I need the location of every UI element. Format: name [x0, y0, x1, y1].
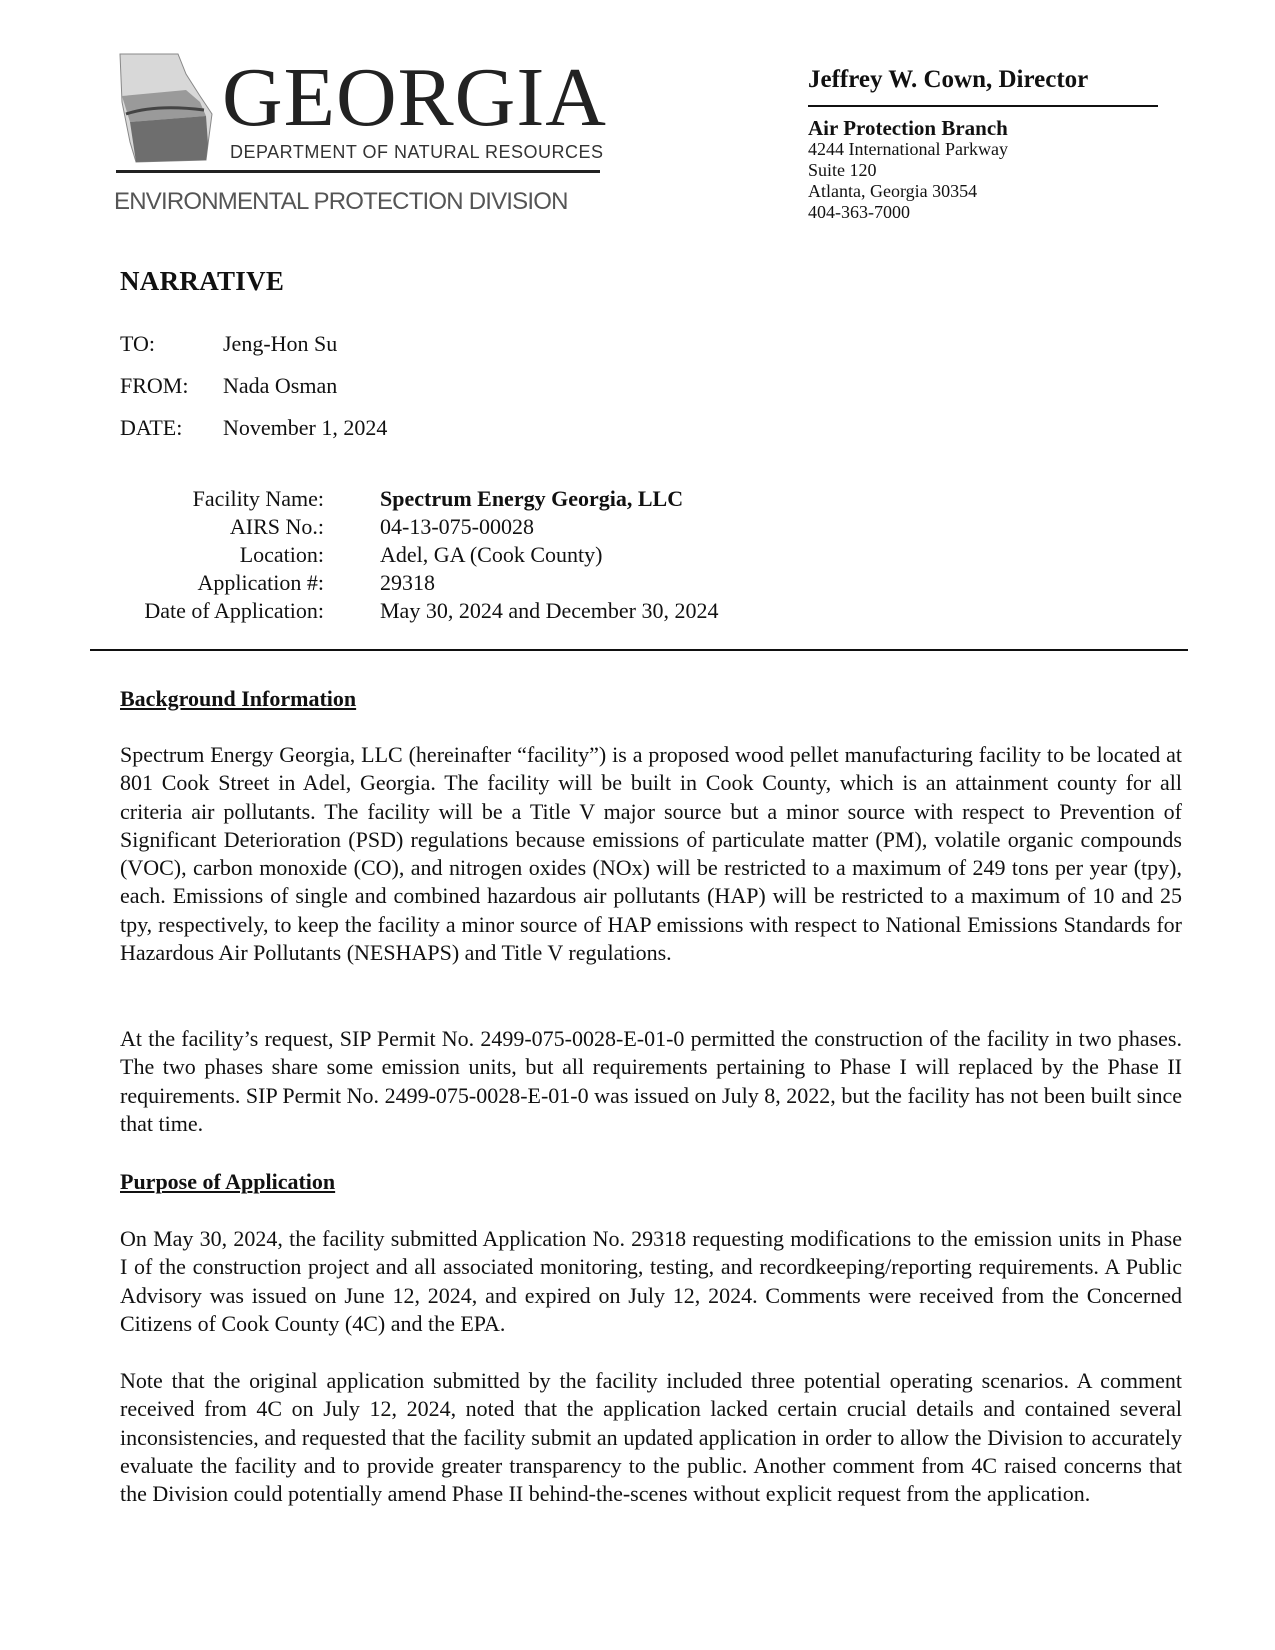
facility-values: [380, 485, 880, 630]
purpose-paragraph-1: On May 30, 2024, the facility submitted Application No. 29318 requesting modifications to the emission units in Phase I of the construction project and all associated monitoring, testing, and recordkeeping/reporting requirements. A Public Advisory was issued on June 12, 2024, and expired on July 12, 2024. Comments were received from the Concerned Citizens of Cook County (4C) and the EPA.: [120, 1226, 1182, 1336]
airs-value: 04-13-075-00028: [380, 514, 534, 539]
facility-labels: [118, 485, 324, 630]
application-date-label: Date of Application:: [144, 598, 324, 623]
facility-name-value: Spectrum Energy Georgia, LLC: [380, 486, 684, 511]
location-label: Location:: [239, 542, 324, 567]
memo-from-label: FROM:: [120, 373, 189, 398]
director-name: Jeffrey W. Cown, Director: [808, 66, 1089, 93]
airs-label: AIRS No.:: [229, 514, 324, 539]
phone-number: 404-363-7000: [808, 202, 910, 222]
address-line-2: Suite 120: [808, 160, 877, 180]
background-heading: Background Information: [120, 686, 357, 711]
address-line-1: 4244 International Parkway: [808, 139, 1008, 159]
memo-from-value: Nada Osman: [223, 373, 338, 398]
logo-department: DEPARTMENT OF NATURAL RESOURCES: [230, 142, 604, 162]
memo-to-value: Jeng-Hon Su: [223, 331, 338, 356]
location-value: Adel, GA (Cook County): [380, 542, 603, 567]
branch-name: Air Protection Branch: [808, 116, 1008, 140]
background-paragraph-1: Spectrum Energy Georgia, LLC (hereinafter “facility”) is a proposed wood pellet manufacturing facility to be located at 801 Cook Street in Adel, Georgia. The facility will be built in Cook County, which is an attainment county for all criteria air pollutants. The facility will be a Title V major source but a minor source with respect to Prevention of Significant Deterioration (PSD) regulations because emissions of particulate matter (PM), volatile organic compounds (VOC), carbon monoxide (CO), and nitrogen oxides (NOx) will be restricted to a maximum of 249 tons per year (tpy), each. Emissions of single and combined hazardous air pollutants (HAP) will be restricted to a maximum of 10 and 25 tpy, respectively, to keep the facility a minor source of HAP emissions with respect to National Emissions Standards for Hazardous Air Pollutants (NESHAPS) and Title V regulations.: [120, 742, 1182, 966]
purpose-heading: Purpose of Application: [120, 1169, 336, 1194]
section-divider: [90, 649, 1188, 651]
purpose-paragraph-2: Note that the original application submitted by the facility included three potential operating scenarios. A comment received from 4C on July 12, 2024, noted that the application lacked certain crucial details and contained several inconsistencies, and requested that the facility submit an updated application in order to allow the Division to accurately evaluate the facility and to provide greater transparency to the public. Another comment from 4C raised concerns that the Division could potentially amend Phase II behind-the-scenes without explicit request from the application.: [120, 1368, 1182, 1507]
application-value: 29318: [380, 570, 435, 595]
facility-name-label: Facility Name:: [192, 486, 324, 511]
document-title: NARRATIVE: [120, 266, 285, 296]
application-date-value: May 30, 2024 and December 30, 2024: [380, 598, 719, 623]
address-line-3: Atlanta, Georgia 30354: [808, 181, 978, 201]
georgia-map-icon: [116, 52, 216, 172]
logo-divider: [116, 170, 600, 173]
logo-wordmark: GEORGIA: [222, 51, 607, 144]
memo-date-label: DATE:: [120, 415, 183, 440]
application-label: Application #:: [197, 570, 324, 595]
georgia-epd-logo: [116, 52, 606, 222]
background-paragraph-2: At the facility’s request, SIP Permit No. 2499-075-0028-E-01-0 permitted the construction of the facility in two phases. The two phases share some emission units, but all requirements pertaining to Phase I will replaced by the Phase II requirements. SIP Permit No. 2499-075-0028-E-01-0 was issued on July 8, 2022, but the facility has not been built since that time.: [120, 1026, 1182, 1136]
memo-date-value: November 1, 2024: [223, 415, 388, 440]
logo-division: ENVIRONMENTAL PROTECTION DIVISION: [114, 188, 568, 215]
director-divider: [808, 105, 1158, 107]
branch-address: [808, 118, 1008, 223]
memo-to-label: TO:: [120, 331, 156, 356]
